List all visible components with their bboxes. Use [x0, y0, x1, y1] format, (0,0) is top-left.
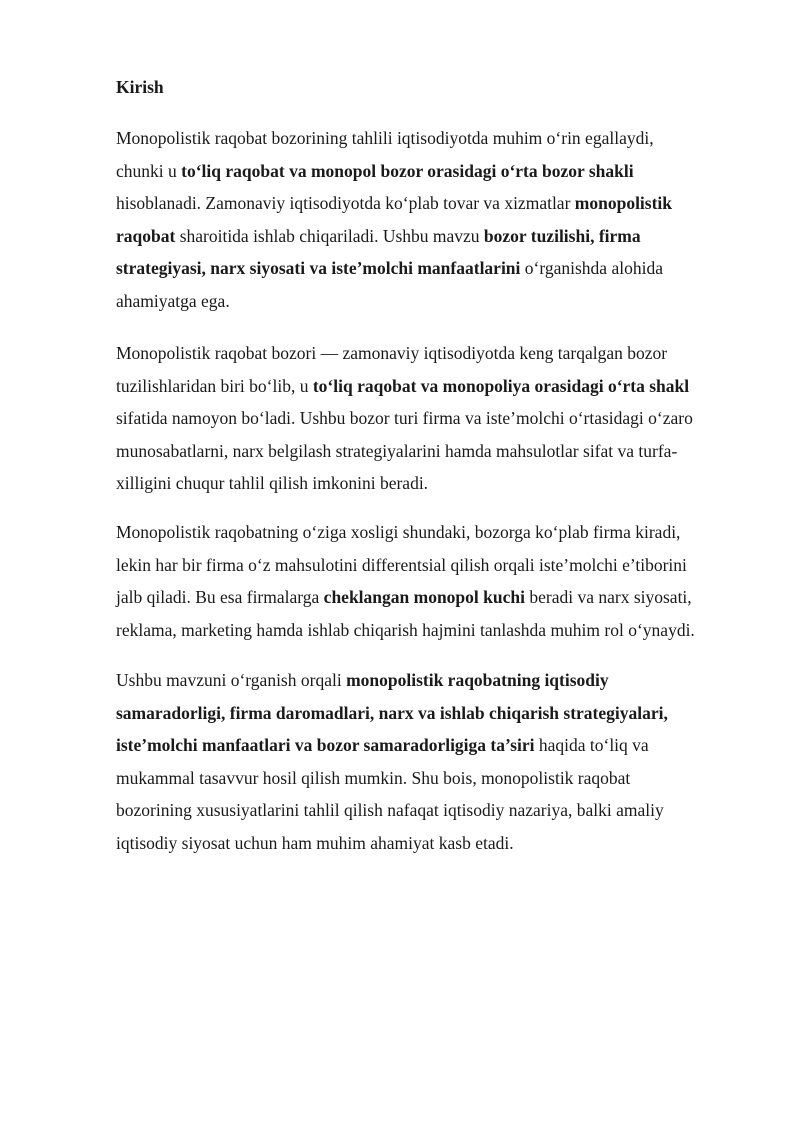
text-run: lekin har bir firma o‘z mahsulotini differentsial qilish orqali iste’molchi e’tiborini	[116, 554, 687, 575]
text-line	[116, 581, 736, 614]
text-line	[116, 155, 736, 188]
text-run: ahamiyatga ega.	[116, 290, 230, 311]
text-run: Ushbu mavzuni o‘rganish orqali	[116, 670, 347, 690]
bold-text-run: monopolistik	[574, 193, 673, 213]
text-run: Monopolistik raqobat bozori — zamonaviy iqtisodiyotda keng tarqalgan bozor	[116, 343, 668, 363]
paragraph-3	[116, 516, 736, 646]
paragraph-2	[116, 337, 736, 500]
text-run: iqtisodiy siyosat uchun ham muhim ahamiyat kasb etadi.	[116, 832, 514, 853]
text-line	[116, 827, 736, 860]
paragraph-4	[116, 664, 736, 859]
text-run: Monopolistik raqobat bozorining tahlili iqtisodiyotda muhim o‘rin egallaydi,	[116, 128, 654, 148]
text-line	[116, 402, 736, 435]
bold-text-run: monopolistik raqobatning iqtisodiy	[346, 670, 609, 690]
text-run: chunki u	[116, 160, 182, 181]
text-run: hisoblanadi. Zamonaviy iqtisodiyotda ko‘plab tovar va xizmatlar	[116, 193, 575, 213]
bold-text-run: samaradorligi, firma daromadlari, narx va ishlab chiqarish strategiyalari,	[116, 702, 668, 723]
bold-text-run: raqobat	[116, 225, 176, 246]
bold-text-run: to‘liq raqobat va monopol bozor orasidagi o‘rta bozor shakli	[181, 160, 634, 181]
text-line	[116, 467, 736, 500]
text-run: Monopolistik raqobatning o‘ziga xosligi shundaki, bozorga ko‘plab firma kiradi,	[116, 522, 681, 542]
text-line	[116, 794, 736, 827]
text-line	[116, 370, 736, 403]
text-run: haqida to‘liq va	[534, 735, 649, 755]
bold-text-run: to‘liq raqobat va monopoliya orasidagi o‘rta shakl	[312, 375, 690, 396]
paragraph-1	[116, 122, 736, 317]
section-heading: Kirish	[116, 77, 164, 97]
text-run: bozorining xususiyatlarini tahlil qilish nafaqat iqtisodiy nazariya, balki amaliy	[116, 800, 664, 820]
text-line	[116, 762, 736, 795]
bold-text-run: iste’molchi manfaatlari va bozor samaradorligiga ta’siri	[116, 735, 535, 755]
text-line	[116, 285, 736, 318]
text-line	[116, 614, 736, 647]
text-line	[116, 252, 736, 285]
text-run: mukammal tasavvur hosil qilish mumkin. Shu bois, monopolistik raqobat	[116, 767, 631, 788]
text-run: reklama, marketing hamda ishlab chiqarish hajmini tanlashda muhim rol o‘ynaydi.	[116, 619, 695, 640]
text-line	[116, 549, 736, 582]
text-run: jalb qiladi. Bu esa firmalarga	[116, 587, 324, 607]
text-line	[116, 516, 736, 549]
text-run: xilligini chuqur tahlil qilish imkonini beradi.	[116, 473, 429, 493]
text-run: o‘rganishda alohida	[520, 258, 663, 278]
text-run: sifatida namoyon bo‘ladi. Ushbu bozor turi firma va iste’molchi o‘rtasidagi o‘zaro	[116, 408, 693, 428]
text-run: tuzilishlaridan biri bo‘lib, u	[116, 375, 313, 396]
text-run: sharoitida ishlab chiqariladi. Ushbu mavzu	[175, 225, 484, 246]
text-line	[116, 187, 736, 220]
text-line	[116, 122, 736, 155]
text-line	[116, 435, 736, 468]
text-line	[116, 697, 736, 730]
bold-text-run: strategiyasi, narx siyosati va iste’molchi manfaatlarini	[116, 258, 521, 278]
text-line	[116, 664, 736, 697]
text-run: munosabatlarni, narx belgilash strategiyalarini hamda mahsulotlar sifat va turfa-	[116, 440, 678, 461]
text-line	[116, 220, 736, 253]
text-run: beradi va narx siyosati,	[524, 587, 692, 607]
bold-text-run: cheklangan monopol kuchi	[323, 587, 525, 607]
bold-text-run: bozor tuzilishi, firma	[483, 225, 641, 246]
text-line	[116, 337, 736, 370]
text-line	[116, 729, 736, 762]
